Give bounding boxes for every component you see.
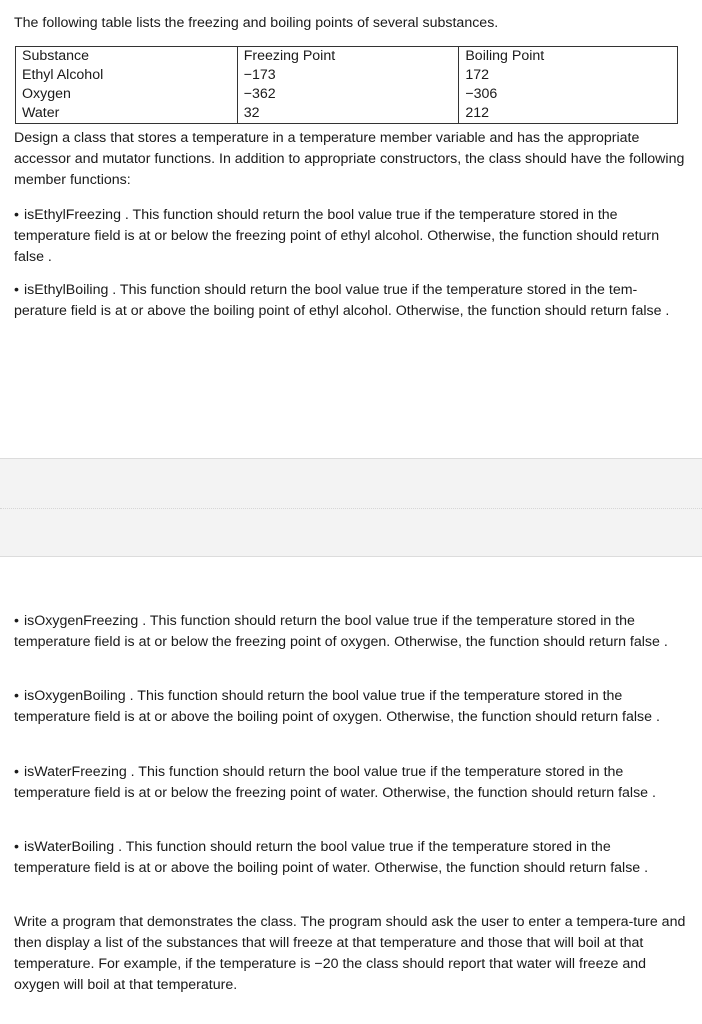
table-header-cell: Freezing Point [237, 47, 459, 67]
function-description: . This function should return the bool value true if the temperature stored in the temperature field is at or above the boiling point of oxygen. Otherwise, the function should return false . [14, 688, 660, 725]
function-description: . This function should return the bool value true if the temperature stored in the temperature field is at or above the boiling point of water. Otherwise, the function should return false . [14, 839, 649, 876]
bullet-is-oxygen-boiling [14, 686, 686, 728]
table-cell: 212 [459, 104, 678, 124]
table-cell: 32 [237, 104, 459, 124]
table-row [16, 66, 678, 85]
function-name: isOxygenBoiling [23, 688, 126, 704]
intro-text: The following table lists the freezing and boiling points of several substances. [14, 15, 499, 31]
function-name: isEthylFreezing [23, 207, 121, 223]
page-break-divider [0, 508, 702, 509]
table-cell: Water [16, 104, 238, 124]
bullet-is-ethyl-freezing [14, 205, 686, 268]
table-cell: −173 [237, 66, 459, 85]
bullet-is-water-freezing [14, 762, 686, 804]
table-row [16, 85, 678, 104]
function-name: isOxygenFreezing [23, 613, 139, 629]
table-cell: −362 [237, 85, 459, 104]
function-description: . This function should return the bool value true if the temperature stored in the temperature field is at or below the freezing point of oxygen. Otherwise, the function should return false . [14, 613, 668, 650]
page-break-band [0, 458, 702, 557]
table-cell: −306 [459, 85, 678, 104]
function-description: . This function should return the bool value true if the temperature stored in the temperature field is at or below the freezing point of water. Otherwise, the function should return false . [14, 764, 656, 801]
table-header-row [16, 47, 678, 67]
bullet-is-ethyl-boiling [14, 280, 686, 322]
bullet-is-oxygen-freezing [14, 611, 686, 653]
function-description: . This function should return the bool value true if the temperature stored in the tem-perature field is at or above the boiling point of ethyl alcohol. Otherwise, the function should return false . [14, 282, 670, 319]
function-name: isWaterFreezing [23, 764, 127, 780]
table-header-cell: Boiling Point [459, 47, 678, 67]
table-cell: Ethyl Alcohol [16, 66, 238, 85]
table-row [16, 104, 678, 124]
table-cell: Oxygen [16, 85, 238, 104]
function-name: isEthylBoiling [23, 282, 109, 298]
closing-text: Write a program that demonstrates the class. The program should ask the user to enter a tempera-ture and then display a list of the substances that will freeze at that temperature and those that will boil at that temperature. For example, if the temperature is −20 the class should report that water will freeze and oxygen will boil at that temperature. [14, 914, 686, 993]
substances-table [15, 46, 678, 124]
bullet-is-water-boiling [14, 837, 686, 879]
function-description: . This function should return the bool value true if the temperature stored in the temperature field is at or below the freezing point of ethyl alcohol. Otherwise, the function should return false . [14, 207, 660, 265]
table-cell: 172 [459, 66, 678, 85]
function-name: isWaterBoiling [23, 839, 115, 855]
table-header-cell: Substance [16, 47, 238, 67]
design-text: Design a class that stores a temperature in a temperature member variable and has the appropriate accessor and mutator functions. In addition to appropriate constructors, the class should have the following member functions: [14, 130, 685, 188]
